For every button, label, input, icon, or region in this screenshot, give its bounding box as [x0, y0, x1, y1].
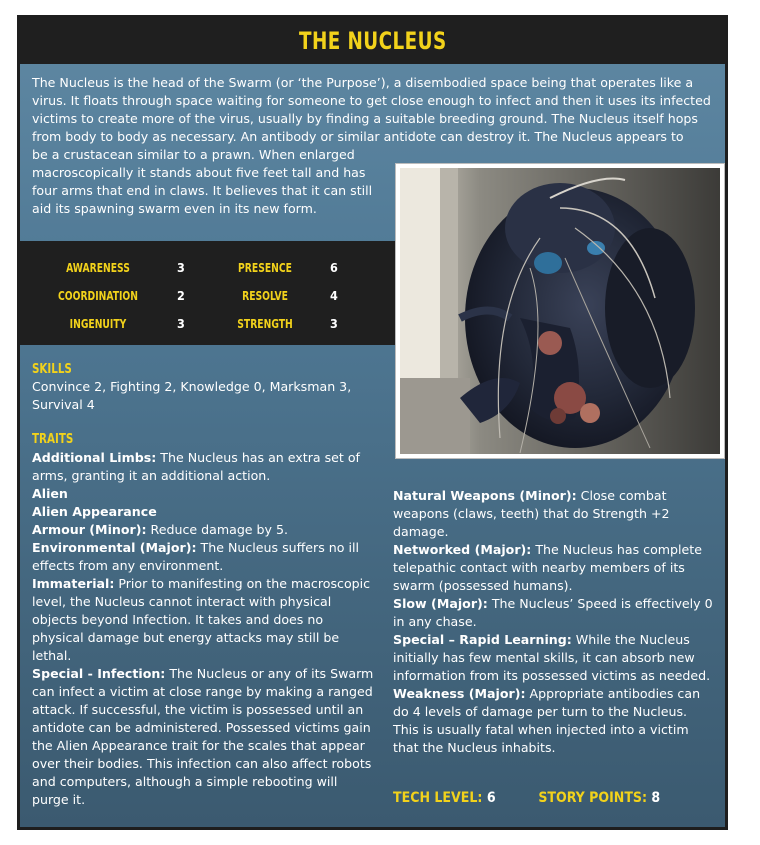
attribute-value-awareness: 3 — [177, 260, 185, 275]
trait-weakness: Weakness (Major): Appropriate antibodies can do 4 levels of damage per turn to the Nucleus. This is usually fatal when injected into a victim that the Nucleus inhabits. — [393, 686, 701, 755]
story-points-label: STORY POINTS: — [538, 790, 648, 806]
trait-natural-weapons: Natural Weapons (Minor): Close combat weapons (claws, teeth) that do Strength +2 damage. — [393, 488, 670, 539]
trait-immaterial: Immaterial: Prior to manifesting on the macroscopic level, the Nucleus cannot interact with physical objects beyond Infection. It takes and does no physical damage but energy attacks may still be lethal. — [32, 576, 371, 663]
trait-armour: Armour (Minor): Reduce damage by 5. — [32, 522, 289, 537]
trait-additional-limbs: Additional Limbs: The Nucleus has an extra set of arms, granting it an additional action. — [32, 450, 360, 483]
skills-text: Convince 2, Fighting 2, Knowledge 0, Marksman 3, Survival 4 — [32, 379, 352, 412]
attribute-value-resolve: 4 — [330, 288, 338, 303]
title-bar — [20, 18, 725, 64]
trait-environmental: Environmental (Major): The Nucleus suffers no ill effects from any environment. — [32, 540, 359, 573]
attribute-value-coordination: 2 — [177, 288, 185, 303]
attribute-name-presence: PRESENCE — [238, 260, 292, 275]
trait-special-rapid-learning: Special – Rapid Learning: While the Nucleus initially has few mental skills, it can absorb new information from its possessed victims as needed. — [393, 632, 711, 683]
trait-alien-appearance: Alien Appearance — [32, 504, 157, 519]
trait-alien: Alien — [32, 486, 68, 501]
intro-paragraph-continued: be a crustacean similar to a prawn. When enlarged macroscopically it stands about five feet tall and has four arms that end in claws. It believes that it can still aid its spawning swarm even in its new form. — [32, 147, 373, 216]
trait-special-infection: Special - Infection: The Nucleus or any of its Swarm can infect a victim at close range by making a ranged attack. If successful, the victim is possessed until an antidote can be administered. Possessed victims gain the Alien Appearance trait for the scales that appear over their bodies. This infection can also affect robots and computers, although a simple rebooting will purge it. — [32, 666, 374, 807]
traits-list-right — [393, 487, 715, 757]
trait-slow: Slow (Major): The Nucleus’ Speed is effectively 0 in any chase. — [393, 596, 713, 629]
page-title: THE NUCLEUS — [298, 27, 447, 55]
trait-networked: Networked (Major): The Nucleus has complete telepathic contact with nearby members of its swarm (possessed humans). — [393, 542, 702, 593]
creature-photo-frame — [395, 163, 725, 459]
attribute-value-presence: 6 — [330, 260, 338, 275]
tech-level-value: 6 — [486, 790, 496, 806]
story-points-value: 8 — [651, 790, 661, 806]
attribute-name-ingenuity: INGENUITY — [69, 316, 127, 331]
tech-level-label: TECH LEVEL: — [393, 790, 483, 806]
attribute-name-coordination: COORDINATION — [58, 288, 138, 303]
attributes-panel — [20, 241, 395, 345]
intro-paragraph-top: The Nucleus is the head of the Swarm (or ‘the Purpose’), a disembodied space being that operates like a virus. It floats through space waiting for someone to get close enough to infect and then it uses its infected victims to create more of the virus, usually by finding a suitable breeding ground. The Nucleus itself hops from body to body as necessary. An antibody or similar antidote can destroy it. The Nucleus appears to — [32, 75, 711, 144]
traits-heading: TRAITS — [32, 431, 74, 447]
skills-heading: SKILLS — [32, 361, 72, 377]
traits-list-left — [32, 449, 377, 809]
attribute-name-resolve: RESOLVE — [242, 288, 288, 303]
footer-stats — [393, 790, 660, 806]
creature-photo — [400, 168, 720, 454]
character-card — [17, 15, 728, 830]
attribute-name-awareness: AWARENESS — [66, 260, 130, 275]
attribute-value-strength: 3 — [330, 316, 338, 331]
attribute-value-ingenuity: 3 — [177, 316, 185, 331]
attribute-name-strength: STRENGTH — [237, 316, 293, 331]
